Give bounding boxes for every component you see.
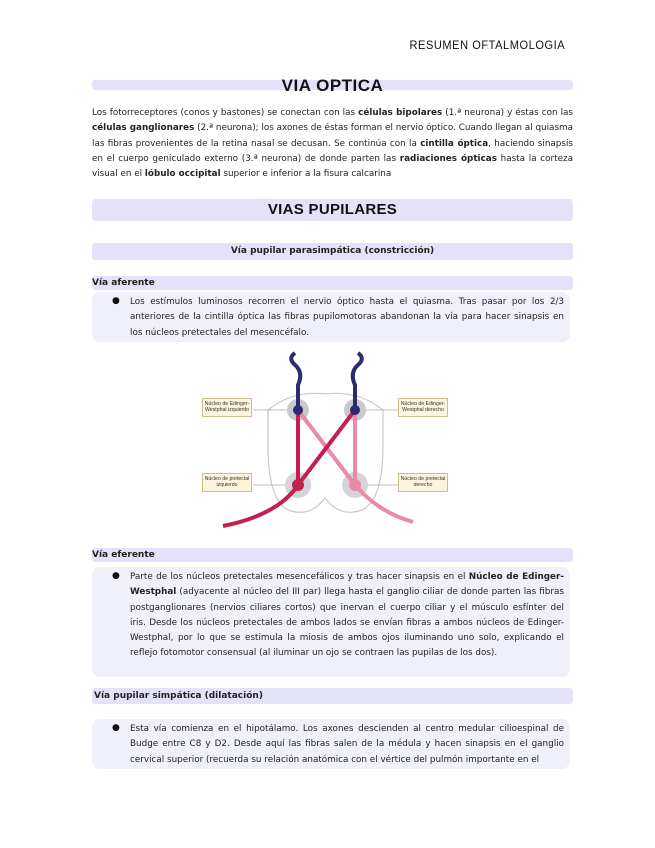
bold-term: células bipolares (358, 108, 443, 118)
pupillary-reflex-svg (198, 350, 453, 532)
bullet-dot: ● (112, 571, 120, 581)
label-ew-left: Núcleo de Edinger-Westphal izquierdo (202, 398, 252, 417)
bullet-box-aferente (92, 292, 570, 342)
bullet-text-eferente: Parte de los núcleos pretectales mesencefálicos y tras hacer sinapsis en el Núcleo de Edinger-Westphal (adyacente al núcleo del III par) llega hasta el ganglio ciliar de donde parten las fibras postganglionares (nervios ciliares cortos) que inervan el cuerpo ciliar y el músculo esfínter del iris. Desde los núcleos pretectales de ambos lados se envían fibras a ambos núcleos de Edinger-Westphal, por lo que se estimula la miosis de ambos ojos iluminando uno solo, explicando el reflejo fotomotor consensual (al iluminar un ojo se contraen las pupilas de los dos). (130, 572, 564, 659)
bullet-text-simpatica: Esta vía comienza en el hipotálamo. Los axones descienden al centro medular cilioespinal de Budge entre C8 y D2. Desde aquí las fibras salen de la médula y hacen sinapsis en el ganglio cervical superior (recuerda su relación anatómica con el vértice del pulmón importante en el (130, 724, 564, 765)
bold-term: cintilla óptica (420, 138, 489, 149)
bullet-box-simpatica (92, 719, 570, 769)
ew-left-dot (293, 405, 303, 415)
ew-right-dot (350, 405, 360, 415)
bullet-box-eferente (92, 567, 570, 677)
subsection-title-parasimpatica: Vía pupilar parasimpática (constricción) (92, 243, 573, 260)
section-title-via-optica: VIA OPTICA (281, 76, 384, 95)
via-optica-paragraph: Los fotorreceptores (conos y bastones) se conectan con las células bipolares (1.ª neurona) y éstas con las células ganglionares (2.ª neurona); los axones de éstas forman el nervio óptico. Cuando llegan al quiasma las fibras provenientes de la retina nasal se decusan. Se continúa con la cintilla óptica, haciendo sinapsis en el cuerpo geniculado externo (3.ª neurona) de donde parten las radiaciones ópticas hasta la corteza visual en el lóbulo occipital superior e inferior a la fisura calcarina (92, 108, 573, 180)
label-pre-right: Núcleo de pretectal derecho (398, 473, 448, 492)
section-bar-vias-pupilares (92, 199, 573, 221)
bullet-dot: ● (112, 296, 120, 306)
subsection-title-aferente: Vía aferente (92, 276, 573, 290)
bold-term: lóbulo occipital (144, 169, 221, 180)
pupillary-reflex-diagram (198, 350, 453, 532)
pre-right-dot (349, 479, 361, 491)
section-title-vias-pupilares: VIAS PUPILARES (267, 201, 398, 218)
subsection-title-eferente: Vía eferente (92, 548, 573, 562)
label-pre-left: Núcleo de pretectal izquierdo (202, 473, 252, 492)
bold-term: radiaciones ópticas (399, 153, 497, 164)
subsection-title-simpatica: Vía pupilar simpática (dilatación) (92, 688, 573, 704)
bold-term: células ganglionares (92, 123, 195, 134)
pre-left-dot (292, 479, 304, 491)
bold-term: Núcleo de Edinger-Westphal (130, 572, 564, 598)
section-bar-via-optica (92, 76, 573, 95)
bullet-text-aferente: Los estímulos luminosos recorren el nervio óptico hasta el quiasma. Tras pasar por los 2/3 anteriores de la cintilla óptica las fibras pupilomotoras abandonan la vía para hacer sinapsis en los núcleos pretectales del mesencéfalo. (130, 297, 564, 338)
bullet-dot: ● (112, 723, 120, 733)
label-ew-right: Núcleo de Edinger-Westphal derecho (398, 398, 448, 417)
page-header-title: RESUMEN OFTALMOLOGIA (409, 38, 565, 52)
